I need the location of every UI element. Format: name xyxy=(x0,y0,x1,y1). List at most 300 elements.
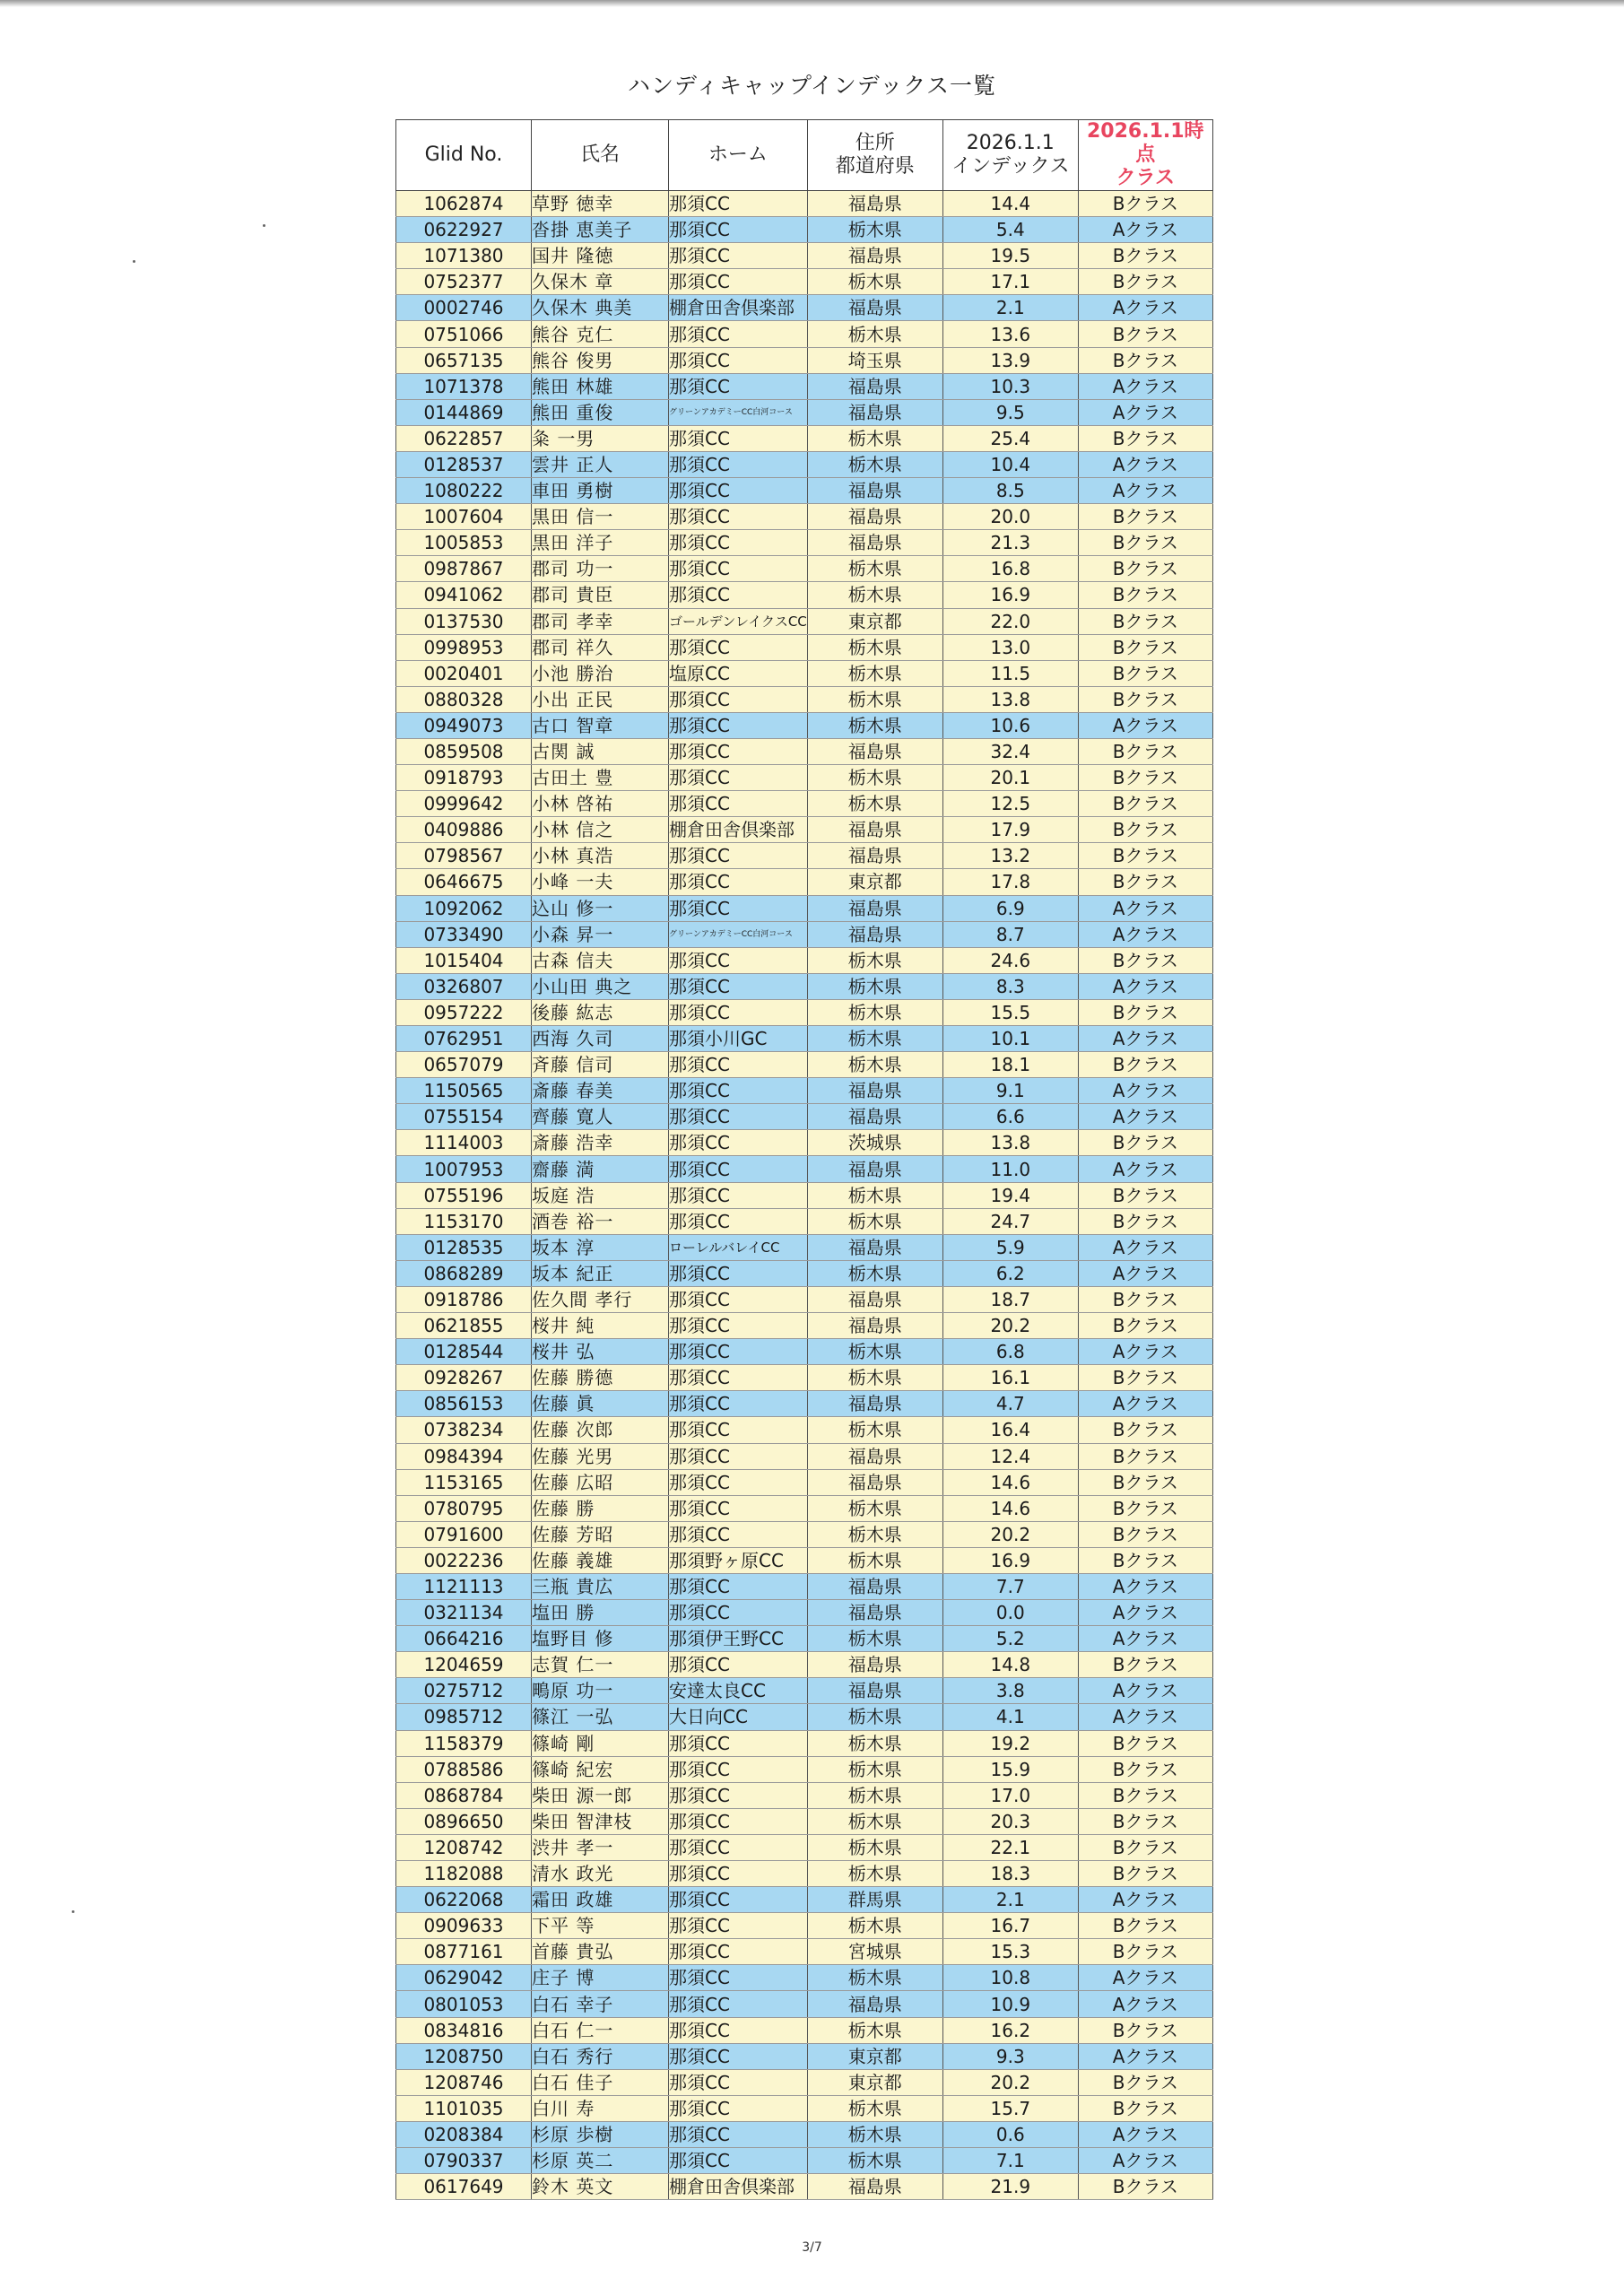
table-row xyxy=(396,1887,1213,1913)
table-row xyxy=(396,1652,1213,1678)
table-row xyxy=(396,1913,1213,1939)
index-cell: 6.9 xyxy=(942,895,1078,921)
name-cell: 篠江 一弘 xyxy=(532,1704,669,1730)
index-cell: 10.1 xyxy=(942,1026,1078,1052)
name-cell: 佐久間 孝行 xyxy=(532,1286,669,1312)
name-cell: 斉藤 信司 xyxy=(532,1052,669,1078)
class-cell: Bクラス xyxy=(1078,1834,1212,1860)
table-row xyxy=(396,1834,1213,1860)
class-cell: Bクラス xyxy=(1078,1417,1212,1443)
glid-cell: 0801053 xyxy=(396,1991,532,2017)
table-row xyxy=(396,1521,1213,1547)
class-cell: Aクラス xyxy=(1078,1704,1212,1730)
name-cell: 熊谷 俊男 xyxy=(532,347,669,373)
name-cell: 郡司 孝幸 xyxy=(532,608,669,634)
prefecture-cell: 栃木県 xyxy=(807,1339,942,1365)
scan-speck xyxy=(72,1910,74,1913)
prefecture-cell: 東京都 xyxy=(807,869,942,895)
table-row xyxy=(396,947,1213,973)
prefecture-cell: 栃木県 xyxy=(807,1861,942,1887)
glid-cell: 0856153 xyxy=(396,1391,532,1417)
glid-cell: 0918786 xyxy=(396,1286,532,1312)
name-cell: 篠崎 剛 xyxy=(532,1730,669,1756)
scan-speck xyxy=(263,224,265,227)
class-cell: Aクラス xyxy=(1078,1391,1212,1417)
class-cell: Bクラス xyxy=(1078,504,1212,530)
home-cell: 那須CC xyxy=(669,1573,808,1599)
prefecture-cell: 栃木県 xyxy=(807,2121,942,2147)
glid-cell: 0621855 xyxy=(396,1313,532,1339)
table-row xyxy=(396,712,1213,738)
home-cell: 那須CC xyxy=(669,530,808,556)
name-cell: 杉原 歩樹 xyxy=(532,2121,669,2147)
index-cell: 13.8 xyxy=(942,686,1078,712)
home-cell: 那須CC xyxy=(669,425,808,451)
glid-cell: 0791600 xyxy=(396,1521,532,1547)
class-cell: Bクラス xyxy=(1078,1652,1212,1678)
glid-cell: 0949073 xyxy=(396,712,532,738)
home-cell: 那須CC xyxy=(669,1339,808,1365)
name-cell: 後藤 紘志 xyxy=(532,999,669,1025)
glid-cell: 0622927 xyxy=(396,217,532,243)
glid-cell: 0617649 xyxy=(396,2174,532,2200)
index-cell: 5.4 xyxy=(942,217,1078,243)
home-cell: 那須CC xyxy=(669,1469,808,1495)
prefecture-cell: 茨城県 xyxy=(807,1130,942,1156)
home-cell: グリーンアカデミーCC白河コース xyxy=(669,921,808,947)
table-row xyxy=(396,869,1213,895)
name-cell: 鈴木 英文 xyxy=(532,2174,669,2200)
table-row xyxy=(396,243,1213,269)
index-cell: 20.2 xyxy=(942,1313,1078,1339)
home-cell: 那須CC xyxy=(669,582,808,608)
table-row xyxy=(396,556,1213,582)
name-cell: 塩野目 修 xyxy=(532,1626,669,1652)
name-cell: 白石 秀行 xyxy=(532,2043,669,2069)
class-cell: Aクラス xyxy=(1078,1573,1212,1599)
table-row xyxy=(396,1260,1213,1286)
index-cell: 8.3 xyxy=(942,973,1078,999)
class-cell: Bクラス xyxy=(1078,1521,1212,1547)
index-cell: 6.6 xyxy=(942,1104,1078,1130)
index-cell: 17.1 xyxy=(942,269,1078,295)
home-cell: 那須CC xyxy=(669,373,808,399)
prefecture-cell: 栃木県 xyxy=(807,947,942,973)
prefecture-cell: 栃木県 xyxy=(807,1521,942,1547)
name-cell: 古関 誠 xyxy=(532,738,669,764)
glid-cell: 0868784 xyxy=(396,1782,532,1808)
home-cell: 那須CC xyxy=(669,738,808,764)
table-row xyxy=(396,791,1213,817)
class-cell: Bクラス xyxy=(1078,1939,1212,1965)
glid-cell: 0790337 xyxy=(396,2148,532,2174)
index-cell: 18.7 xyxy=(942,1286,1078,1312)
index-cell: 9.1 xyxy=(942,1078,1078,1104)
table-row xyxy=(396,451,1213,477)
prefecture-cell: 東京都 xyxy=(807,2043,942,2069)
home-cell: 那須小川GC xyxy=(669,1026,808,1052)
index-cell: 4.1 xyxy=(942,1704,1078,1730)
class-cell: Bクラス xyxy=(1078,1495,1212,1521)
index-cell: 7.7 xyxy=(942,1573,1078,1599)
prefecture-cell: 福島県 xyxy=(807,191,942,217)
name-cell: 古田土 豊 xyxy=(532,765,669,791)
table-row xyxy=(396,373,1213,399)
glid-cell: 0002746 xyxy=(396,295,532,321)
prefecture-cell: 栃木県 xyxy=(807,321,942,347)
table-row xyxy=(396,2017,1213,2043)
home-cell: 那須CC xyxy=(669,1443,808,1469)
home-cell: 那須CC xyxy=(669,712,808,738)
name-cell: 杉原 英二 xyxy=(532,2148,669,2174)
prefecture-cell: 福島県 xyxy=(807,1313,942,1339)
scan-speck xyxy=(133,260,135,263)
prefecture-cell: 東京都 xyxy=(807,2069,942,2095)
index-cell: 16.8 xyxy=(942,556,1078,582)
class-cell: Aクラス xyxy=(1078,1104,1212,1130)
table-row xyxy=(396,1078,1213,1104)
index-cell: 20.2 xyxy=(942,1521,1078,1547)
name-cell: 小出 正民 xyxy=(532,686,669,712)
home-cell: 那須CC xyxy=(669,2148,808,2174)
home-cell: 塩原CC xyxy=(669,660,808,686)
prefecture-cell: 栃木県 xyxy=(807,999,942,1025)
glid-cell: 0629042 xyxy=(396,1965,532,1991)
table-row xyxy=(396,765,1213,791)
prefecture-cell: 福島県 xyxy=(807,738,942,764)
glid-cell: 1114003 xyxy=(396,1130,532,1156)
name-cell: 渋井 孝一 xyxy=(532,1834,669,1860)
index-cell: 10.8 xyxy=(942,1965,1078,1991)
prefecture-cell: 栃木県 xyxy=(807,1260,942,1286)
class-cell: Aクラス xyxy=(1078,712,1212,738)
home-cell: 那須CC xyxy=(669,999,808,1025)
table-row xyxy=(396,1678,1213,1704)
name-cell: 古口 智章 xyxy=(532,712,669,738)
glid-cell: 0128535 xyxy=(396,1234,532,1260)
header-index: 2026.1.1 インデックス xyxy=(942,120,1078,191)
index-cell: 2.1 xyxy=(942,295,1078,321)
name-cell: 小林 真浩 xyxy=(532,843,669,869)
home-cell: 那須CC xyxy=(669,1965,808,1991)
table-row xyxy=(396,2148,1213,2174)
prefecture-cell: 福島県 xyxy=(807,817,942,843)
name-cell: 郡司 祥久 xyxy=(532,634,669,660)
class-cell: Aクラス xyxy=(1078,2148,1212,2174)
glid-cell: 0859508 xyxy=(396,738,532,764)
glid-cell: 0738234 xyxy=(396,1417,532,1443)
class-cell: Bクラス xyxy=(1078,999,1212,1025)
table-row xyxy=(396,634,1213,660)
table-row xyxy=(396,1104,1213,1130)
glid-cell: 0798567 xyxy=(396,843,532,869)
class-cell: Bクラス xyxy=(1078,1730,1212,1756)
home-cell: 那須CC xyxy=(669,1521,808,1547)
prefecture-cell: 福島県 xyxy=(807,1600,942,1626)
index-cell: 20.2 xyxy=(942,2069,1078,2095)
glid-cell: 0622068 xyxy=(396,1887,532,1913)
prefecture-cell: 福島県 xyxy=(807,1234,942,1260)
table-row xyxy=(396,295,1213,321)
prefecture-cell: 栃木県 xyxy=(807,269,942,295)
class-cell: Aクラス xyxy=(1078,2121,1212,2147)
prefecture-cell: 群馬県 xyxy=(807,1887,942,1913)
glid-cell: 0928267 xyxy=(396,1365,532,1391)
home-cell: 安達太良CC xyxy=(669,1678,808,1704)
index-cell: 25.4 xyxy=(942,425,1078,451)
prefecture-cell: 栃木県 xyxy=(807,1808,942,1834)
prefecture-cell: 栃木県 xyxy=(807,1182,942,1208)
name-cell: 郡司 貴臣 xyxy=(532,582,669,608)
class-cell: Bクラス xyxy=(1078,425,1212,451)
home-cell: 那須CC xyxy=(669,243,808,269)
table-row xyxy=(396,1417,1213,1443)
glid-cell: 0646675 xyxy=(396,869,532,895)
prefecture-cell: 福島県 xyxy=(807,1652,942,1678)
home-cell: 那須CC xyxy=(669,321,808,347)
name-cell: 坂庭 浩 xyxy=(532,1182,669,1208)
class-cell: Bクラス xyxy=(1078,660,1212,686)
glid-cell: 0880328 xyxy=(396,686,532,712)
table-row xyxy=(396,1130,1213,1156)
glid-cell: 0733490 xyxy=(396,921,532,947)
name-cell: 斎藤 春美 xyxy=(532,1078,669,1104)
prefecture-cell: 栃木県 xyxy=(807,582,942,608)
home-cell: 那須CC xyxy=(669,1887,808,1913)
table-row xyxy=(396,1208,1213,1234)
home-cell: 那須CC xyxy=(669,686,808,712)
class-cell: Bクラス xyxy=(1078,582,1212,608)
class-cell: Bクラス xyxy=(1078,191,1212,217)
index-cell: 17.8 xyxy=(942,869,1078,895)
home-cell: 那須CC xyxy=(669,1834,808,1860)
name-cell: 塩田 勝 xyxy=(532,1600,669,1626)
glid-cell: 0998953 xyxy=(396,634,532,660)
prefecture-cell: 栃木県 xyxy=(807,712,942,738)
index-cell: 18.3 xyxy=(942,1861,1078,1887)
table-row xyxy=(396,1365,1213,1391)
prefecture-cell: 福島県 xyxy=(807,399,942,425)
name-cell: 佐藤 義雄 xyxy=(532,1547,669,1573)
home-cell: 棚倉田舎倶楽部 xyxy=(669,2174,808,2200)
index-cell: 15.5 xyxy=(942,999,1078,1025)
index-cell: 21.9 xyxy=(942,2174,1078,2200)
name-cell: 霜田 政雄 xyxy=(532,1887,669,1913)
name-cell: 雲井 正人 xyxy=(532,451,669,477)
class-cell: Bクラス xyxy=(1078,843,1212,869)
index-cell: 13.9 xyxy=(942,347,1078,373)
home-cell: 那須CC xyxy=(669,1078,808,1104)
class-cell: Aクラス xyxy=(1078,1234,1212,1260)
home-cell: 那須CC xyxy=(669,1182,808,1208)
home-cell: ゴールデンレイクスCC xyxy=(669,608,808,634)
class-cell: Bクラス xyxy=(1078,791,1212,817)
table-row xyxy=(396,1391,1213,1417)
class-cell: Bクラス xyxy=(1078,1443,1212,1469)
name-cell: 白石 佳子 xyxy=(532,2069,669,2095)
class-cell: Bクラス xyxy=(1078,530,1212,556)
name-cell: 酒巻 裕一 xyxy=(532,1208,669,1234)
name-cell: 西海 久司 xyxy=(532,1026,669,1052)
home-cell: 那須伊王野CC xyxy=(669,1626,808,1652)
class-cell: Bクラス xyxy=(1078,2095,1212,2121)
header-prefecture: 住所 都道府県 xyxy=(807,120,942,191)
table-row xyxy=(396,1861,1213,1887)
index-cell: 16.7 xyxy=(942,1913,1078,1939)
class-cell: Aクラス xyxy=(1078,1626,1212,1652)
prefecture-cell: 栃木県 xyxy=(807,791,942,817)
prefecture-cell: 栃木県 xyxy=(807,2095,942,2121)
name-cell: 古森 信夫 xyxy=(532,947,669,973)
table-row xyxy=(396,2043,1213,2069)
class-cell: Bクラス xyxy=(1078,1808,1212,1834)
glid-cell: 1208742 xyxy=(396,1834,532,1860)
prefecture-cell: 栃木県 xyxy=(807,425,942,451)
index-cell: 14.6 xyxy=(942,1495,1078,1521)
class-cell: Bクラス xyxy=(1078,1782,1212,1808)
home-cell: 那須CC xyxy=(669,1052,808,1078)
table-row xyxy=(396,1495,1213,1521)
glid-cell: 1071380 xyxy=(396,243,532,269)
glid-cell: 0657135 xyxy=(396,347,532,373)
table-row xyxy=(396,1573,1213,1599)
home-cell: 那須CC xyxy=(669,1391,808,1417)
glid-cell: 0999642 xyxy=(396,791,532,817)
index-cell: 17.0 xyxy=(942,1782,1078,1808)
class-cell: Aクラス xyxy=(1078,1678,1212,1704)
prefecture-cell: 福島県 xyxy=(807,895,942,921)
index-cell: 20.3 xyxy=(942,1808,1078,1834)
index-cell: 0.6 xyxy=(942,2121,1078,2147)
class-cell: Aクラス xyxy=(1078,973,1212,999)
table-row xyxy=(396,1939,1213,1965)
class-cell: Bクラス xyxy=(1078,738,1212,764)
prefecture-cell: 福島県 xyxy=(807,1443,942,1469)
table-row xyxy=(396,817,1213,843)
index-cell: 16.2 xyxy=(942,2017,1078,2043)
table-row xyxy=(396,425,1213,451)
name-cell: 白川 寿 xyxy=(532,2095,669,2121)
name-cell: 小池 勝治 xyxy=(532,660,669,686)
name-cell: 小山田 典之 xyxy=(532,973,669,999)
name-cell: 国井 隆徳 xyxy=(532,243,669,269)
table-row xyxy=(396,217,1213,243)
prefecture-cell: 福島県 xyxy=(807,1469,942,1495)
glid-cell: 0020401 xyxy=(396,660,532,686)
prefecture-cell: 福島県 xyxy=(807,1573,942,1599)
prefecture-cell: 栃木県 xyxy=(807,1756,942,1782)
table-row xyxy=(396,582,1213,608)
glid-cell: 1208746 xyxy=(396,2069,532,2095)
home-cell: 那須CC xyxy=(669,1495,808,1521)
prefecture-cell: 福島県 xyxy=(807,1678,942,1704)
name-cell: 黒田 信一 xyxy=(532,504,669,530)
class-cell: Aクラス xyxy=(1078,478,1212,504)
home-cell: 那須CC xyxy=(669,2095,808,2121)
home-cell: 那須CC xyxy=(669,1313,808,1339)
home-cell: 那須CC xyxy=(669,2017,808,2043)
home-cell: 那須CC xyxy=(669,1365,808,1391)
table-row xyxy=(396,1313,1213,1339)
table-row xyxy=(396,2174,1213,2200)
index-cell: 3.8 xyxy=(942,1678,1078,1704)
glid-cell: 0409886 xyxy=(396,817,532,843)
glid-cell: 1080222 xyxy=(396,478,532,504)
class-cell: Bクラス xyxy=(1078,1547,1212,1573)
table-row xyxy=(396,1730,1213,1756)
glid-cell: 0909633 xyxy=(396,1913,532,1939)
home-cell: 那須野ヶ原CC xyxy=(669,1547,808,1573)
class-cell: Bクラス xyxy=(1078,1182,1212,1208)
table-row xyxy=(396,347,1213,373)
name-cell: 志賀 仁一 xyxy=(532,1652,669,1678)
name-cell: 草野 徳幸 xyxy=(532,191,669,217)
table-row xyxy=(396,530,1213,556)
index-cell: 13.6 xyxy=(942,321,1078,347)
table-row xyxy=(396,2121,1213,2147)
home-cell: 那須CC xyxy=(669,1861,808,1887)
table-row xyxy=(396,1547,1213,1573)
prefecture-cell: 福島県 xyxy=(807,2174,942,2200)
prefecture-cell: 東京都 xyxy=(807,608,942,634)
glid-cell: 0985712 xyxy=(396,1704,532,1730)
class-cell: Aクラス xyxy=(1078,295,1212,321)
table-row xyxy=(396,2095,1213,2121)
prefecture-cell: 栃木県 xyxy=(807,634,942,660)
class-cell: Bクラス xyxy=(1078,817,1212,843)
index-cell: 12.4 xyxy=(942,1443,1078,1469)
prefecture-cell: 福島県 xyxy=(807,478,942,504)
table-row xyxy=(396,686,1213,712)
home-cell: 那須CC xyxy=(669,2069,808,2095)
prefecture-cell: 宮城県 xyxy=(807,1939,942,1965)
class-cell: Aクラス xyxy=(1078,2043,1212,2069)
prefecture-cell: 栃木県 xyxy=(807,1965,942,1991)
glid-cell: 0128537 xyxy=(396,451,532,477)
name-cell: 郡司 功一 xyxy=(532,556,669,582)
glid-cell: 1092062 xyxy=(396,895,532,921)
class-cell: Aクラス xyxy=(1078,399,1212,425)
home-cell: 那須CC xyxy=(669,1104,808,1130)
class-cell: Aクラス xyxy=(1078,895,1212,921)
index-cell: 20.0 xyxy=(942,504,1078,530)
index-cell: 5.9 xyxy=(942,1234,1078,1260)
prefecture-cell: 福島県 xyxy=(807,530,942,556)
table-row xyxy=(396,1808,1213,1834)
index-cell: 10.4 xyxy=(942,451,1078,477)
glid-cell: 0275712 xyxy=(396,1678,532,1704)
class-cell: Aクラス xyxy=(1078,1600,1212,1626)
glid-cell: 0755154 xyxy=(396,1104,532,1130)
class-cell: Aクラス xyxy=(1078,217,1212,243)
glid-cell: 0321134 xyxy=(396,1600,532,1626)
glid-cell: 0208384 xyxy=(396,2121,532,2147)
table-row xyxy=(396,269,1213,295)
table-row xyxy=(396,1443,1213,1469)
table-row xyxy=(396,1782,1213,1808)
prefecture-cell: 福島県 xyxy=(807,243,942,269)
class-cell: Bクラス xyxy=(1078,1861,1212,1887)
home-cell: 那須CC xyxy=(669,1939,808,1965)
glid-cell: 0128544 xyxy=(396,1339,532,1365)
name-cell: 坂本 紀正 xyxy=(532,1260,669,1286)
index-cell: 6.8 xyxy=(942,1339,1078,1365)
name-cell: 佐藤 光男 xyxy=(532,1443,669,1469)
prefecture-cell: 栃木県 xyxy=(807,1208,942,1234)
name-cell: 桜井 純 xyxy=(532,1313,669,1339)
class-cell: Bクラス xyxy=(1078,947,1212,973)
index-cell: 11.0 xyxy=(942,1156,1078,1182)
